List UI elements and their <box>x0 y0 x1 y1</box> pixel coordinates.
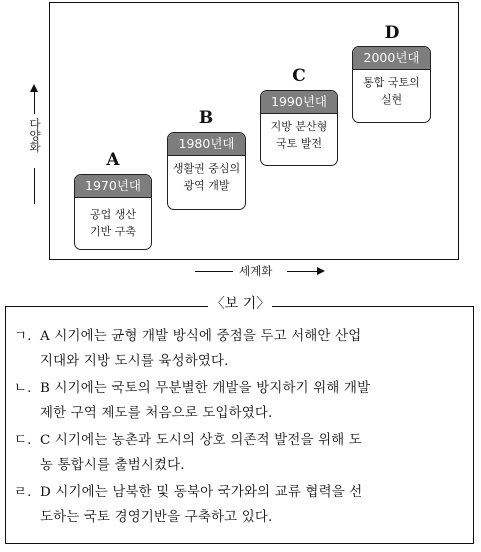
stage-b-box <box>167 132 246 210</box>
bogi-item-3 <box>14 428 464 478</box>
stage-b-description: 생활권 중심의 광역 개발 <box>172 162 241 192</box>
x-axis-arrow-icon <box>317 267 325 275</box>
y-axis-line-bottom <box>34 168 35 204</box>
item-line-2: 지대와 지방 도시를 육성하였다. <box>40 354 229 369</box>
item-line-2: 도하는 국토 경영기반을 구축하고 있다. <box>40 510 273 525</box>
x-axis-label: 세계화 <box>239 264 273 278</box>
bogi-item-1 <box>14 324 464 374</box>
x-axis <box>195 263 325 281</box>
item-marker: ㄴ. <box>14 381 32 396</box>
stage-a-letter: A <box>106 150 120 170</box>
y-axis <box>24 84 44 204</box>
stage-d-letter: D <box>384 23 400 43</box>
item-marker: ㄷ. <box>14 433 32 448</box>
stage-b-letter: B <box>198 108 214 128</box>
stage-d-description: 통합 국토의 실현 <box>363 76 420 106</box>
bogi-item-4 <box>14 480 464 530</box>
item-line-1: B 시기에는 국토의 무분별한 개발을 방지하기 위해 개발 <box>40 381 371 396</box>
stage-d-decade: 2000년대 <box>353 47 430 70</box>
y-axis-line-top <box>34 90 35 114</box>
stage-a-description: 공업 생산 기반 구축 <box>89 208 136 238</box>
y-axis-label: 다양화 <box>28 118 42 153</box>
stage-c-box <box>260 90 338 166</box>
stage-c-letter: C <box>292 66 306 86</box>
x-axis-line-right <box>287 271 319 272</box>
bogi-item-2 <box>14 376 464 426</box>
item-line-1: D 시기에는 남북한 및 동북아 국가와의 교류 협력을 선 <box>40 485 363 500</box>
x-axis-line-left <box>195 271 233 272</box>
stage-a-box <box>74 174 152 250</box>
item-marker: ㄹ. <box>14 485 32 500</box>
item-line-2: 농 통합시를 출범시켰다. <box>40 458 185 473</box>
item-marker: ㄱ. <box>14 329 32 344</box>
stage-d-box <box>352 46 431 123</box>
stage-b-decade: 1980년대 <box>168 133 245 156</box>
stage-a-decade: 1970년대 <box>75 175 151 198</box>
item-line-1: C 시기에는 농촌과 도시의 상호 의존적 발전을 위해 도 <box>40 433 362 448</box>
stage-c-decade: 1990년대 <box>261 91 337 114</box>
item-line-1: A 시기에는 균형 개발 방식에 중점을 두고 서해안 산업 <box>40 329 362 344</box>
item-line-2: 제한 구역 제도를 처음으로 도입하였다. <box>40 406 273 421</box>
stage-c-description: 지방 분산형 국토 발전 <box>270 120 328 150</box>
bogi-title: 〈보 기〉 <box>210 296 271 312</box>
